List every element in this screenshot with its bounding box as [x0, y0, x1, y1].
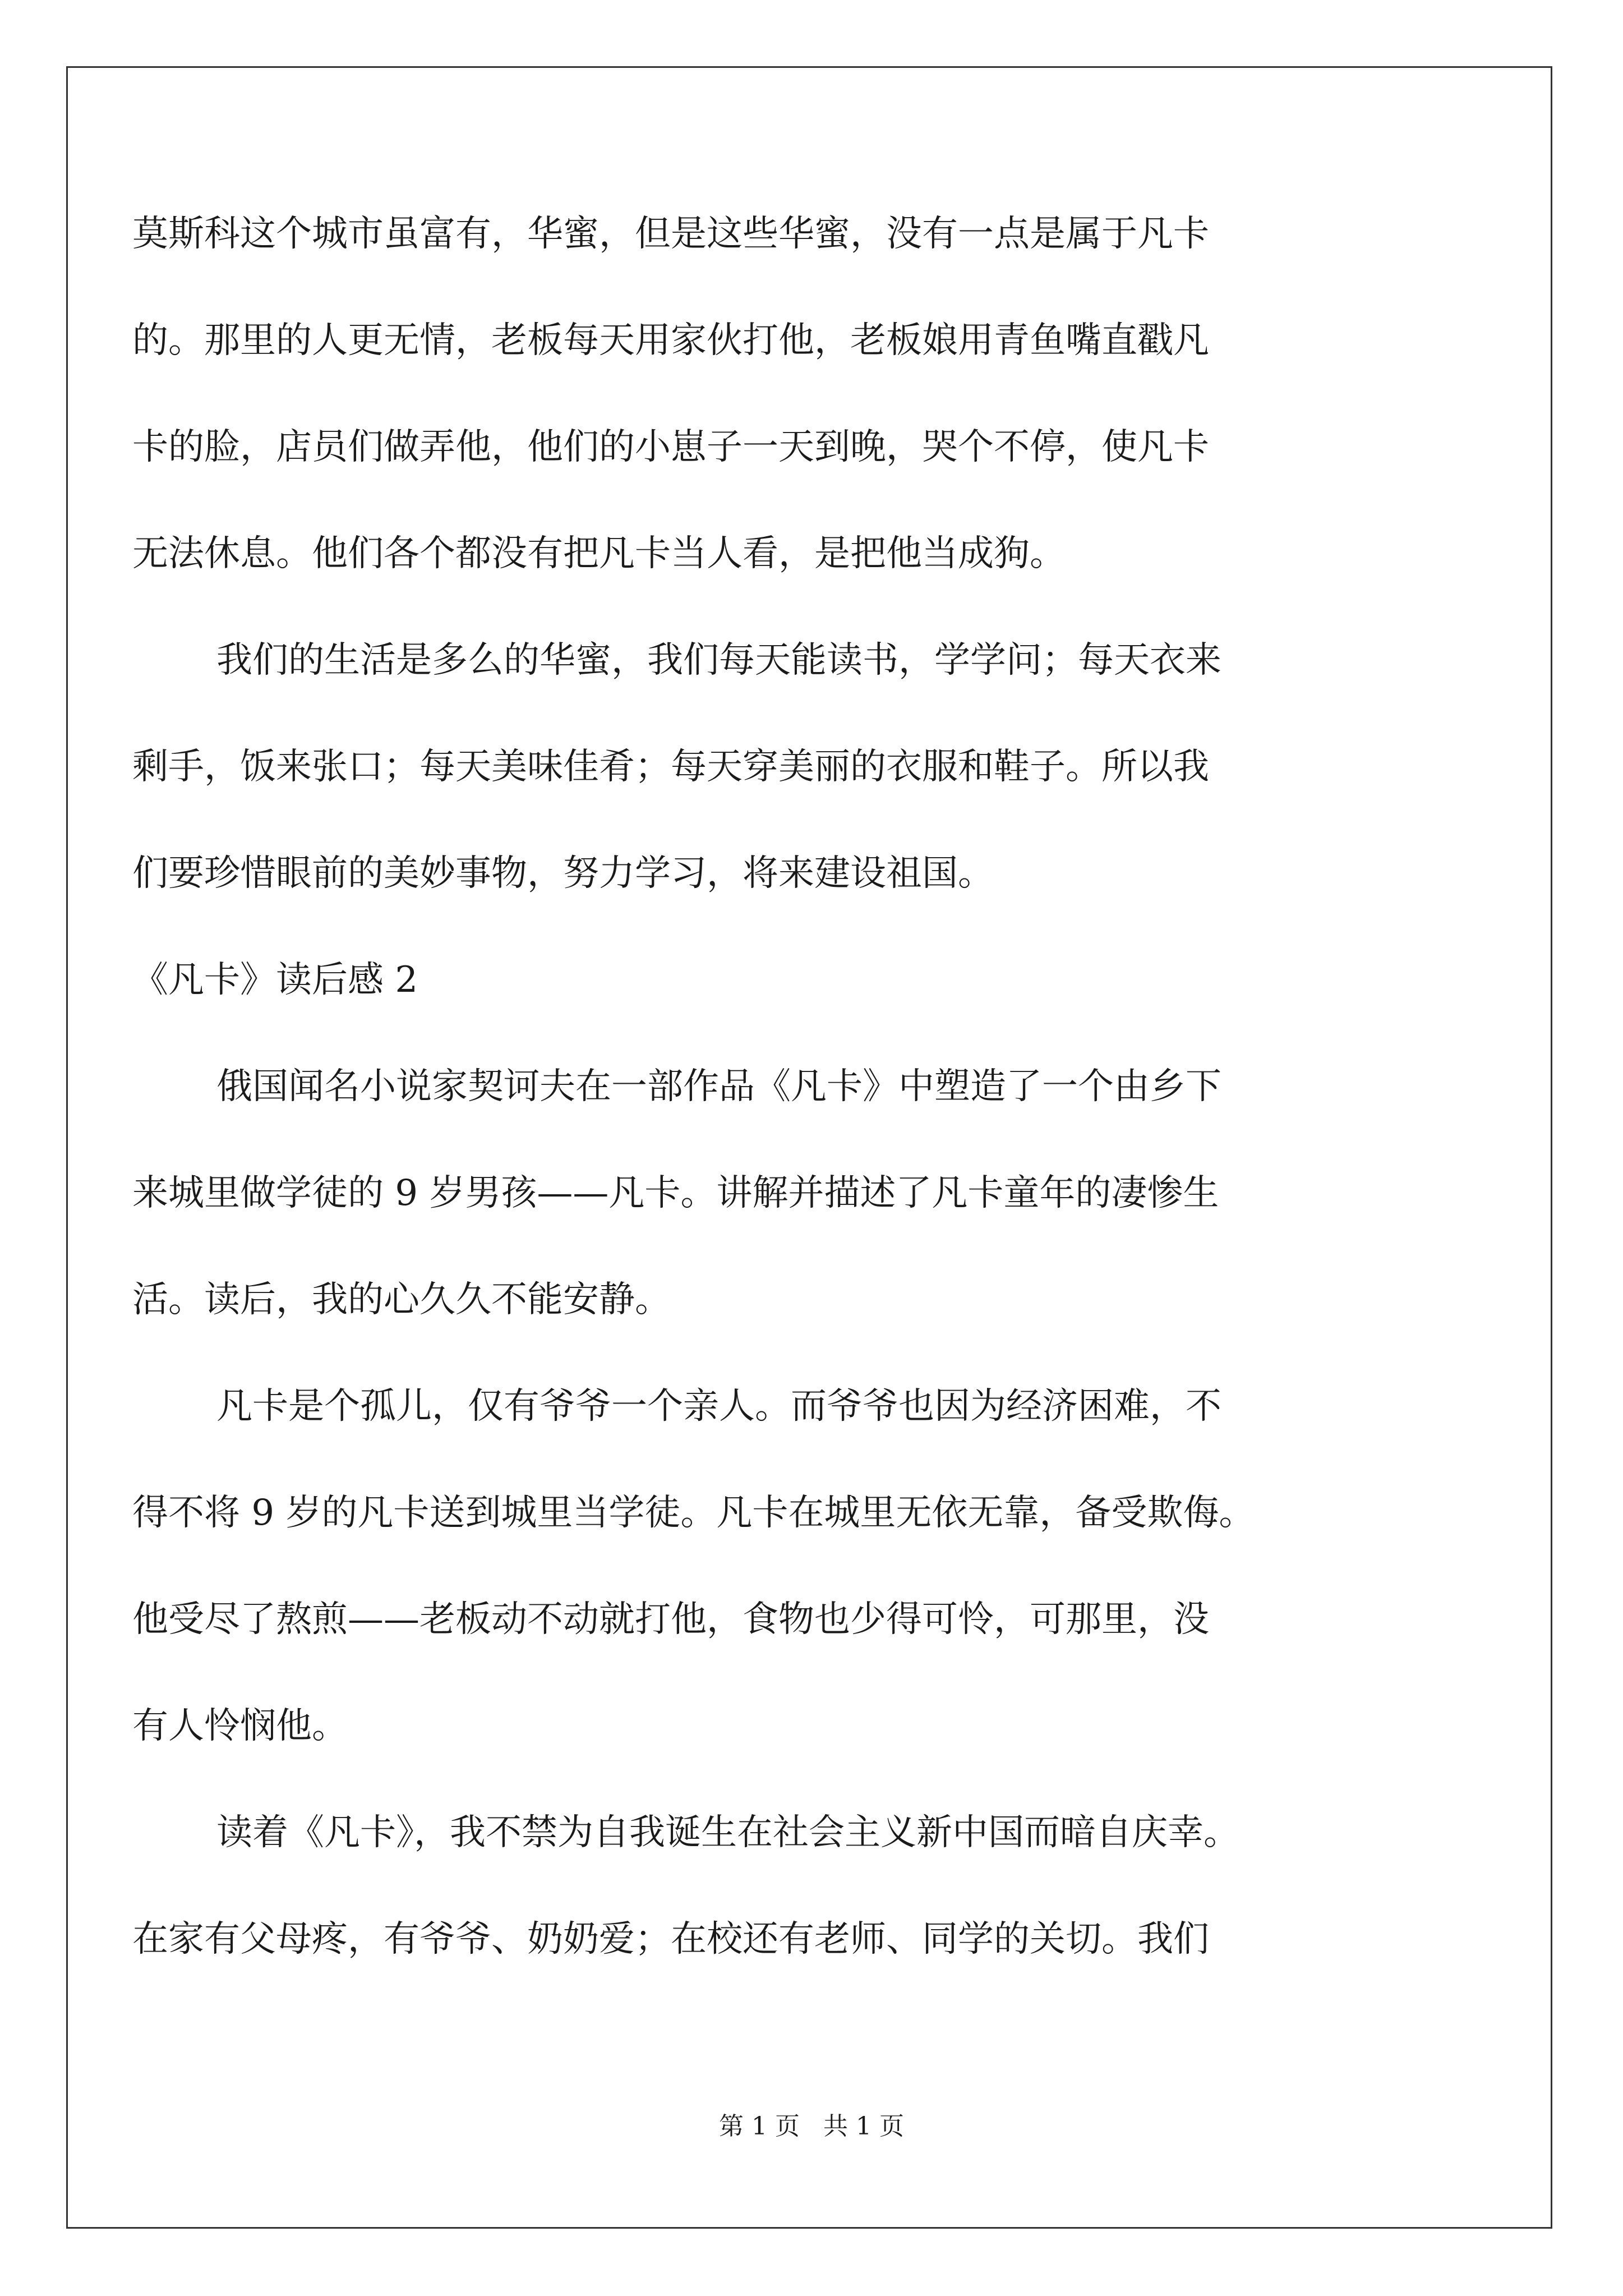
- paragraph-first-line: 俄国闻名小说家契诃夫在一部作品《凡卡》中塑造了一个由乡下: [216, 1066, 1221, 1107]
- text-line: 剩手，饭来张口；每天美味佳肴；每天穿美丽的衣服和鞋子。所以我: [132, 746, 1209, 788]
- text-line: 得不将 9 岁的凡卡送到城里当学徒。凡卡在城里无依无靠，备受欺侮。: [132, 1492, 1255, 1534]
- text-line: 无法休息。他们各个都没有把凡卡当人看，是把他当成狗。: [132, 533, 1066, 574]
- page-number-footer: 第 1 页 共 1 页: [719, 2112, 904, 2141]
- section-heading: 《凡卡》读后感 2: [132, 959, 418, 1001]
- paragraph-first-line: 凡卡是个孤儿，仅有爷爷一个亲人。而爷爷也因为经济困难，不: [216, 1386, 1221, 1427]
- text-line: 在家有父母疼，有爷爷、奶奶爱；在校还有老师、同学的关切。我们: [132, 1918, 1209, 1960]
- text-line: 他受尽了熬煎——老板动不动就打他，食物也少得可怜，可那里，没: [132, 1599, 1209, 1640]
- paragraph-first-line: 读着《凡卡》，我不禁为自我诞生在社会主义新中国而暗自庆幸。: [216, 1812, 1239, 1853]
- text-line: 的。那里的人更无情，老板每天用家伙打他，老板娘用青鱼嘴直戳凡: [132, 320, 1209, 361]
- text-line: 卡的脸，店员们做弄他，他们的小崽子一天到晚，哭个不停，使凡卡: [132, 426, 1209, 468]
- text-line: 莫斯科这个城市虽富有，华蜜，但是这些华蜜，没有一点是属于凡卡: [132, 213, 1209, 255]
- text-line: 们要珍惜眼前的美妙事物，努力学习，将来建设祖国。: [132, 853, 994, 894]
- text-line: 有人怜悯他。: [132, 1705, 348, 1747]
- document-body: [132, 209, 1428, 2021]
- paragraph-first-line: 我们的生活是多么的华蜜，我们每天能读书，学学问；每天衣来: [216, 639, 1221, 681]
- text-line: 活。读后，我的心久久不能安静。: [132, 1279, 671, 1320]
- text-line: 来城里做学徒的 9 岁男孩——凡卡。讲解并描述了凡卡童年的凄惨生: [132, 1172, 1219, 1214]
